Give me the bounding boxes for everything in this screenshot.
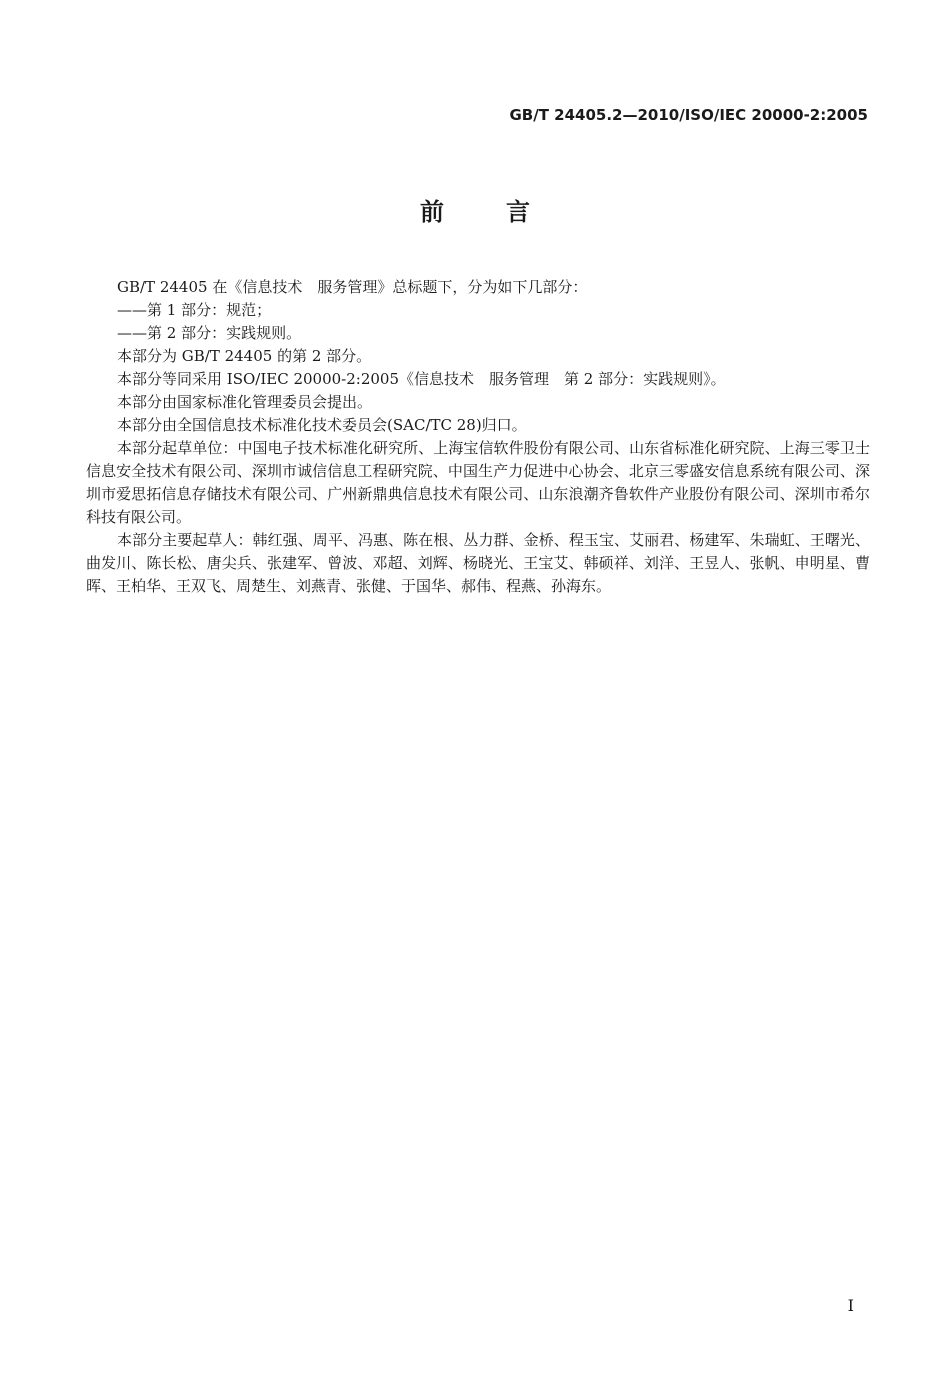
page-number: I <box>847 1296 854 1315</box>
paragraph-series-intro: GB/T 24405 在《信息技术 服务管理》总标题下，分为如下几部分： <box>117 278 588 296</box>
page-title: 前言 <box>420 198 592 226</box>
list-item-part-1: ——第 1 部分：规范； <box>117 301 272 319</box>
paragraph-centralized-by: 本部分由全国信息技术标准化技术委员会(SAC/TC 28)归口。 <box>117 416 527 434</box>
standard-number: GB/T 24405.2—2010/ISO/IEC 20000-2:2005 <box>509 106 868 124</box>
paragraph-drafting-units: 本部分起草单位：中国电子技术标准化研究所、上海宝信软件股份有限公司、山东省标准化研究院、上海三零卫士信息安全技术有限公司、深圳市诚信信息工程研究院、中国生产力促进中心协会、北京三零盛安信息系统有限公司、深圳市爱思拓信息存储技术有限公司、广州新鼎典信息技术有限公司、山东浪潮齐鲁软件产业股份有限公司、深圳市希尔科技有限公司。 <box>86 439 870 526</box>
list-item-part-2: ——第 2 部分：实践规则。 <box>117 324 302 342</box>
paragraph-drafters: 本部分主要起草人：韩红强、周平、冯惠、陈在根、丛力群、金桥、程玉宝、艾丽君、杨建军、朱瑞虹、王曙光、曲发川、陈长松、唐尖兵、张建军、曾波、邓超、刘辉、杨晓光、王宝艾、韩硕祥、刘洋、王昱人、张帆、申明星、曹晖、王柏华、王双飞、周楚生、刘燕青、张健、于国华、郝伟、程燕、孙海东。 <box>86 531 870 595</box>
document-body <box>86 276 870 598</box>
paragraph-part-statement: 本部分为 GB/T 24405 的第 2 部分。 <box>117 347 372 365</box>
paragraph-proposed-by: 本部分由国家标准化管理委员会提出。 <box>117 393 373 411</box>
paragraph-adoption: 本部分等同采用 ISO/IEC 20000-2:2005《信息技术 服务管理 第 2 部分：实践规则》。 <box>117 370 726 388</box>
